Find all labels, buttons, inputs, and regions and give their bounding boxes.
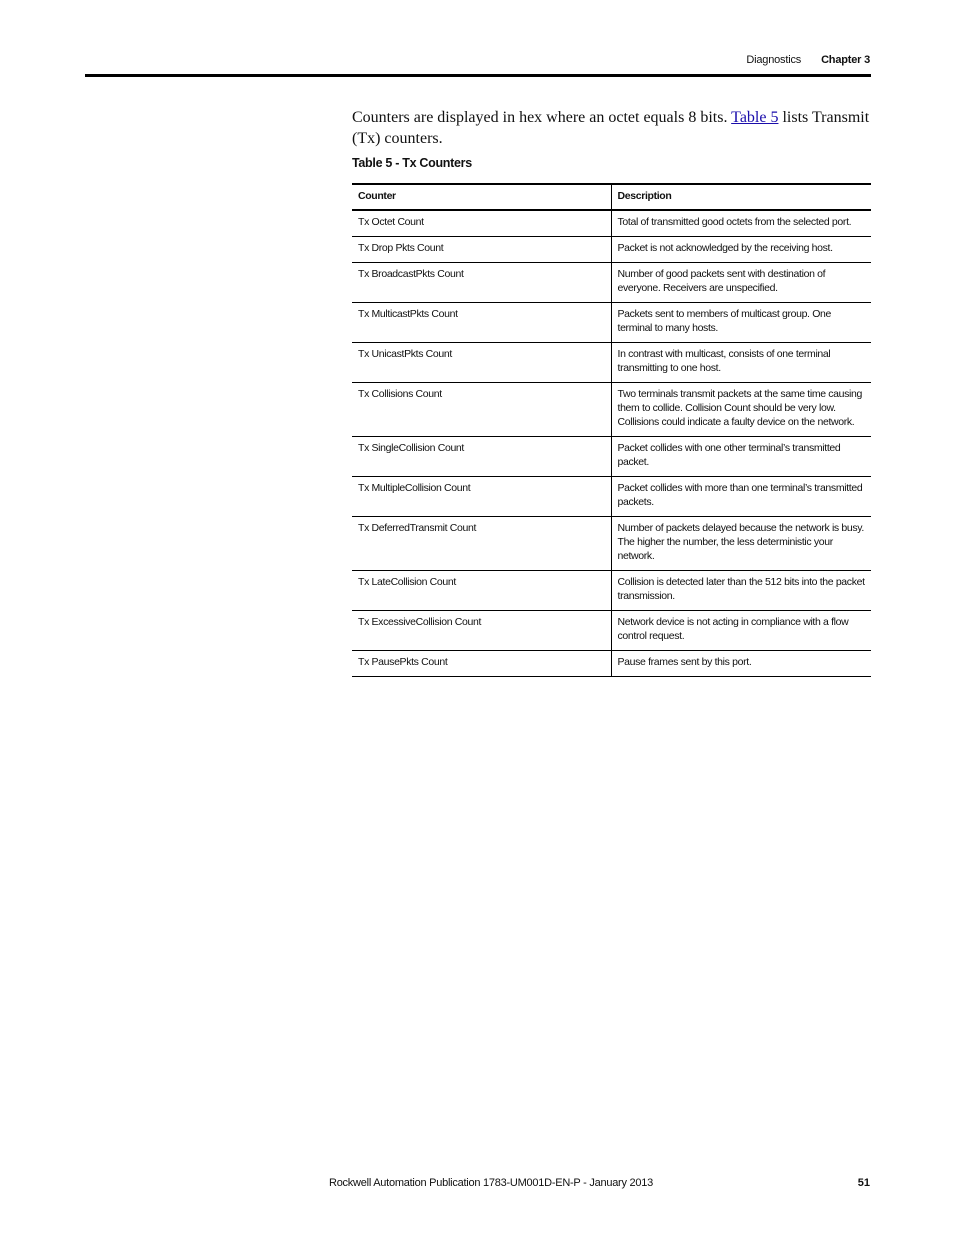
description-cell: Pause frames sent by this port. — [611, 651, 871, 677]
counter-cell: Tx Octet Count — [352, 210, 611, 237]
intro-paragraph — [352, 107, 872, 149]
counter-cell: Tx BroadcastPkts Count — [352, 263, 611, 303]
counter-cell: Tx Collisions Count — [352, 383, 611, 437]
description-cell: Packet collides with one other terminal’s transmitted packet. — [611, 437, 871, 477]
description-cell: Network device is not acting in compliance with a flow control request. — [611, 611, 871, 651]
table-row — [352, 383, 871, 437]
running-header — [746, 54, 870, 66]
page-number: 51 — [857, 1177, 870, 1189]
counter-cell: Tx LateCollision Count — [352, 571, 611, 611]
description-cell: Packet is not acknowledged by the receiving host. — [611, 237, 871, 263]
counter-cell: Tx Drop Pkts Count — [352, 237, 611, 263]
description-cell: Collision is detected later than the 512 bits into the packet transmission. — [611, 571, 871, 611]
counter-cell: Tx SingleCollision Count — [352, 437, 611, 477]
counter-cell: Tx UnicastPkts Count — [352, 343, 611, 383]
table-row — [352, 651, 871, 677]
description-cell: Packet collides with more than one terminal’s transmitted packets. — [611, 477, 871, 517]
counter-cell: Tx ExcessiveCollision Count — [352, 611, 611, 651]
description-cell: Number of good packets sent with destination of everyone. Receivers are unspecified. — [611, 263, 871, 303]
description-cell: Packets sent to members of multicast group. One terminal to many hosts. — [611, 303, 871, 343]
table-row — [352, 611, 871, 651]
table-row — [352, 477, 871, 517]
column-header-counter: Counter — [352, 184, 611, 210]
description-cell: Two terminals transmit packets at the same time causing them to collide. Collision Count should be very low. Collisions could indicate a faulty device on the network. — [611, 383, 871, 437]
publication-footer: Rockwell Automation Publication 1783-UM001D-EN-P - January 2013 — [329, 1177, 653, 1189]
table-row — [352, 517, 871, 571]
counter-cell: Tx PausePkts Count — [352, 651, 611, 677]
table-5-link[interactable]: Table 5 — [731, 109, 779, 126]
intro-text-before: Counters are displayed in hex where an octet equals 8 bits. — [352, 109, 732, 126]
counter-cell: Tx MultipleCollision Count — [352, 477, 611, 517]
table-row — [352, 303, 871, 343]
tx-counters-table — [352, 183, 871, 677]
description-cell: Total of transmitted good octets from the selected port. — [611, 210, 871, 237]
header-rule — [85, 74, 871, 77]
section-name: Diagnostics — [746, 54, 802, 66]
table-row — [352, 263, 871, 303]
chapter-label: Chapter 3 — [821, 54, 870, 66]
intro-text-after: lists Transmit (Tx) counters. — [352, 109, 870, 147]
counter-cell: Tx DeferredTransmit Count — [352, 517, 611, 571]
table-row — [352, 343, 871, 383]
table-body — [352, 210, 871, 677]
table-title: Table 5 - Tx Counters — [352, 156, 472, 170]
counter-cell: Tx MulticastPkts Count — [352, 303, 611, 343]
table-row — [352, 571, 871, 611]
table-row — [352, 237, 871, 263]
table-row — [352, 210, 871, 237]
description-cell: In contrast with multicast, consists of one terminal transmitting to one host. — [611, 343, 871, 383]
table-row — [352, 437, 871, 477]
description-cell: Number of packets delayed because the network is busy. The higher the number, the less deterministic your network. — [611, 517, 871, 571]
table-header-row — [352, 184, 871, 210]
column-header-description: Description — [611, 184, 871, 210]
